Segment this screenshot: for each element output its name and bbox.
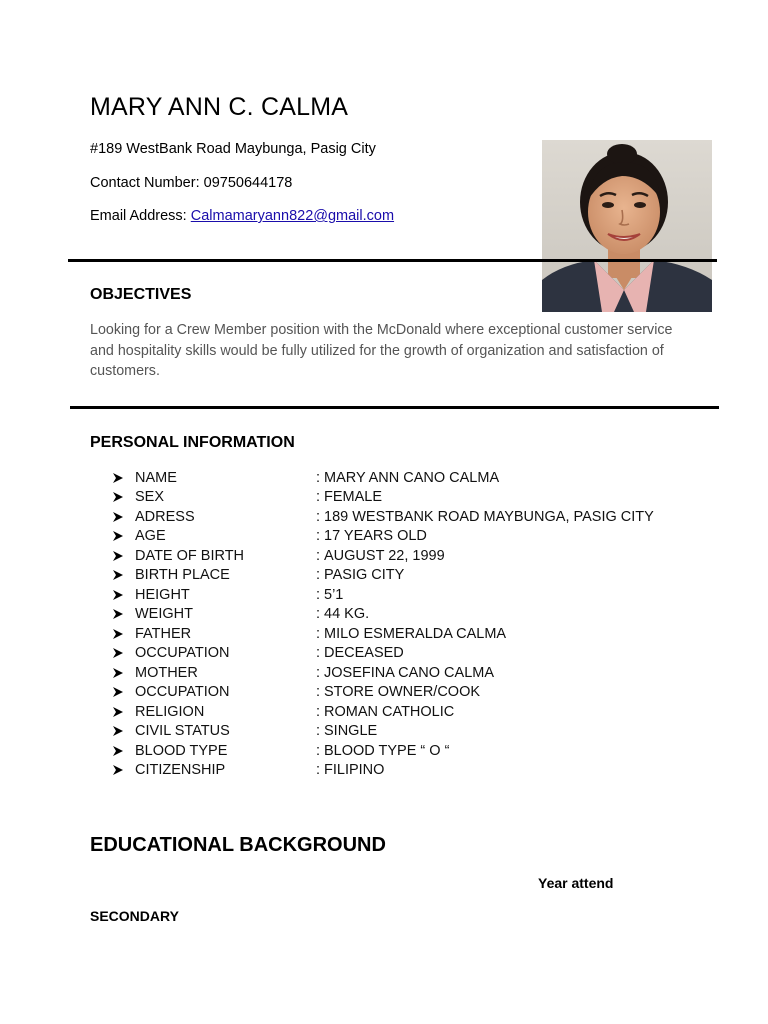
personal-info-separator: :: [316, 625, 321, 642]
arrowhead-bullet-icon: [112, 745, 135, 757]
personal-info-row: [112, 488, 712, 508]
personal-info-separator: :: [316, 762, 321, 779]
objectives-divider: [70, 406, 719, 409]
personal-info-label: BLOOD TYPE: [135, 742, 228, 759]
personal-info-separator: :: [316, 664, 321, 681]
arrowhead-bullet-icon: [112, 511, 135, 523]
arrowhead-bullet-icon: [112, 686, 135, 698]
personal-info-value: DECEASED: [324, 645, 404, 662]
email-link[interactable]: Calmamaryann822@gmail.com: [190, 208, 395, 224]
personal-info-label: RELIGION: [135, 703, 205, 720]
personal-info-value: AUGUST 22, 1999: [324, 547, 445, 564]
arrowhead-bullet-icon: [112, 472, 135, 484]
arrowhead-bullet-icon: [112, 647, 135, 659]
personal-info-label: CITIZENSHIP: [135, 762, 226, 779]
personal-info-value: PASIG CITY: [324, 567, 405, 584]
personal-info-value: 189 WESTBANK ROAD MAYBUNGA, PASIG CITY: [324, 508, 654, 525]
personal-info-label: AGE: [135, 528, 166, 545]
address-line: #189 WestBank Road Maybunga, Pasig City: [90, 141, 376, 157]
personal-info-label: ADRESS: [135, 508, 195, 525]
arrowhead-bullet-icon: [112, 706, 135, 718]
personal-info-row: [112, 683, 712, 703]
arrowhead-bullet-icon: [112, 608, 135, 620]
personal-info-row: [112, 585, 712, 605]
personal-info-row: [112, 722, 712, 742]
secondary-level-label: SECONDARY: [90, 908, 179, 924]
personal-info-row: [112, 761, 712, 781]
personal-info-row: [112, 546, 712, 566]
personal-info-label: WEIGHT: [135, 606, 193, 623]
personal-info-label: OCCUPATION: [135, 645, 230, 662]
year-attend-column-label: Year attend: [538, 875, 614, 891]
personal-info-label: NAME: [135, 469, 177, 486]
personal-info-label: MOTHER: [135, 664, 198, 681]
personal-info-value: STORE OWNER/COOK: [324, 684, 481, 701]
personal-info-separator: :: [316, 703, 321, 720]
personal-information-heading: PERSONAL INFORMATION: [90, 434, 295, 451]
personal-info-separator: :: [316, 606, 321, 623]
personal-info-value: 17 YEARS OLD: [324, 528, 427, 545]
arrowhead-bullet-icon: [112, 530, 135, 542]
personal-info-row: [112, 644, 712, 664]
personal-info-row: [112, 507, 712, 527]
personal-info-label: BIRTH PLACE: [135, 567, 230, 584]
personal-info-label: SEX: [135, 489, 165, 506]
personal-info-value: 44 KG.: [324, 606, 370, 623]
personal-info-row: [112, 702, 712, 722]
arrowhead-bullet-icon: [112, 628, 135, 640]
resume-name: MARY ANN C. CALMA: [90, 93, 349, 121]
objectives-text: Looking for a Crew Member position with the McDonald where exceptional customer service and hospitality skills would be fully utilized for the growth of organization and satisfaction of customers.: [90, 322, 673, 379]
personal-info-value: 5’1: [324, 586, 344, 603]
personal-info-row: [112, 741, 712, 761]
personal-info-separator: :: [316, 645, 321, 662]
arrowhead-bullet-icon: [112, 491, 135, 503]
personal-info-label: FATHER: [135, 625, 192, 642]
personal-info-value: JOSEFINA CANO CALMA: [324, 664, 495, 681]
objectives-heading: OBJECTIVES: [90, 286, 192, 303]
personal-info-label: HEIGHT: [135, 586, 190, 603]
educational-background-heading: EDUCATIONAL BACKGROUND: [90, 834, 386, 856]
personal-info-separator: :: [316, 489, 321, 506]
personal-information-list: [112, 468, 712, 780]
header-divider: [68, 259, 717, 262]
personal-info-row: [112, 566, 712, 586]
arrowhead-bullet-icon: [112, 550, 135, 562]
personal-info-separator: :: [316, 586, 321, 603]
personal-info-separator: :: [316, 567, 321, 584]
personal-info-separator: :: [316, 723, 321, 740]
personal-info-value: BLOOD TYPE “ O “: [324, 742, 450, 759]
personal-info-separator: :: [316, 547, 321, 564]
profile-photo: [542, 140, 712, 312]
arrowhead-bullet-icon: [112, 667, 135, 679]
personal-info-separator: :: [316, 528, 321, 545]
personal-info-value: SINGLE: [324, 723, 378, 740]
personal-info-value: MARY ANN CANO CALMA: [324, 469, 500, 486]
personal-info-value: FEMALE: [324, 489, 383, 506]
personal-info-row: [112, 468, 712, 488]
personal-info-label: DATE OF BIRTH: [135, 547, 245, 564]
arrowhead-bullet-icon: [112, 589, 135, 601]
contact-number-line: [90, 175, 292, 191]
personal-info-label: OCCUPATION: [135, 684, 230, 701]
personal-info-value: MILO ESMERALDA CALMA: [324, 625, 507, 642]
contact-number-label: Contact Number:: [90, 175, 204, 191]
personal-info-separator: :: [316, 684, 321, 701]
personal-info-value: FILIPINO: [324, 762, 385, 779]
personal-info-label: CIVIL STATUS: [135, 723, 230, 740]
personal-info-separator: :: [316, 508, 321, 525]
personal-info-separator: :: [316, 469, 321, 486]
personal-info-value: ROMAN CATHOLIC: [324, 703, 455, 720]
email-label: Email Address:: [90, 208, 191, 224]
arrowhead-bullet-icon: [112, 764, 135, 776]
personal-info-row: [112, 663, 712, 683]
personal-info-row: [112, 605, 712, 625]
personal-info-row: [112, 624, 712, 644]
contact-number-value: 09750644178: [203, 175, 293, 191]
personal-info-row: [112, 527, 712, 547]
personal-info-separator: :: [316, 742, 321, 759]
email-line: [90, 208, 394, 224]
arrowhead-bullet-icon: [112, 725, 135, 737]
arrowhead-bullet-icon: [112, 569, 135, 581]
